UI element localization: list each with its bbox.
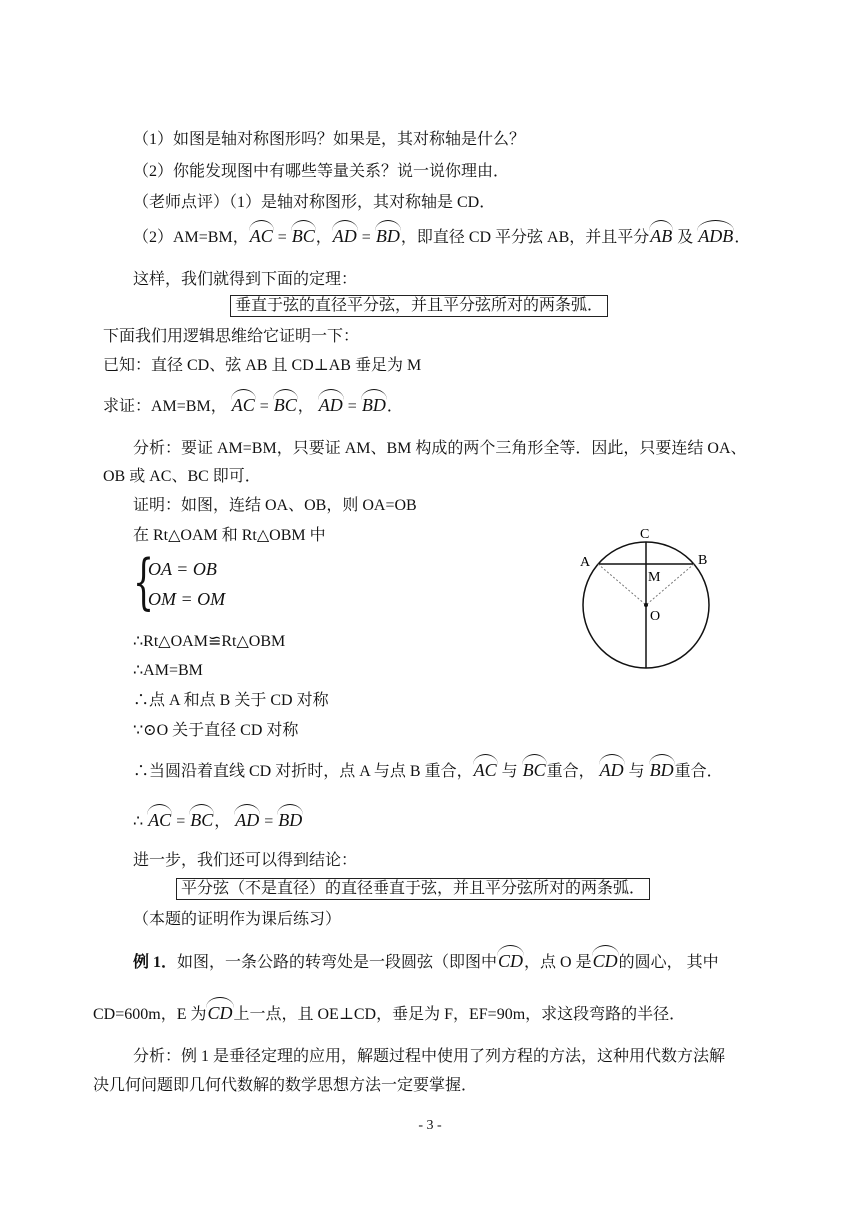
step-5-a: ∴当圆沿着直线 CD 对折时，点 A 与点 B 重合， — [133, 763, 473, 780]
analysis-line-2: OB 或 AC、BC 即可． — [103, 468, 261, 485]
prove-intro: 下面我们用逻辑思维给它证明一下： — [103, 328, 360, 345]
intro-theorem: 这样，我们就得到下面的定理： — [133, 271, 358, 288]
ex1-e: 上一点，且 OE⊥CD，垂足为 F，EF=90m，求这段弯路的半径． — [233, 1006, 686, 1023]
theorem-box: 垂直于弦的直径平分弦，并且平分弦所对的两条弧． — [230, 295, 608, 317]
circle-diagram — [570, 526, 730, 676]
exercise-note: （本题的证明作为课后练习） — [133, 911, 342, 928]
arc-ad: AD — [235, 810, 260, 830]
step-6-prefix: ∴ — [133, 813, 148, 830]
ans2-prefix: （2）AM=BM， — [133, 229, 249, 246]
arc-bd: BD — [361, 395, 386, 415]
center-dot — [644, 603, 648, 607]
arc-bd: BD — [649, 760, 674, 780]
question-1: （1）如图是轴对称图形吗？如果是，其对称轴是什么？ — [133, 131, 526, 148]
to-prove — [103, 395, 403, 417]
yu-text: 与 — [624, 763, 649, 780]
given: 已知：直径 CD、弦 AB 且 CD⊥AB 垂足为 M — [103, 357, 422, 374]
ex1-c: 的圆心， 其中 — [618, 954, 719, 971]
eq-sign: = — [264, 813, 274, 830]
arc-bc: BC — [291, 226, 315, 246]
analysis-ex1-line-2: 决几何问题即几何代数解的数学思想方法一定要掌握． — [93, 1077, 478, 1094]
step-1: ∴Rt△OAM≌Rt△OBM — [133, 633, 286, 650]
segment-oa — [598, 564, 646, 605]
arc-ac: AC — [231, 395, 255, 415]
answer-2 — [133, 226, 750, 248]
label-c: C — [640, 527, 650, 542]
arc-bc: BC — [522, 760, 546, 780]
arc-ad: AD — [318, 395, 343, 415]
arc-bd: BD — [278, 810, 303, 830]
comma: ， — [297, 398, 314, 415]
eq-sign: = — [347, 398, 357, 415]
ex1-d: CD=600m，E 为 — [93, 1006, 207, 1023]
question-2: （2）你能发现图中有哪些等量关系？说一说你理由． — [133, 163, 510, 180]
label-m: M — [648, 570, 661, 585]
arc-cd: CD — [592, 951, 618, 971]
period: ． — [386, 398, 403, 415]
comma: ， — [315, 229, 332, 246]
proof-line-1: 证明：如图，连结 OA、OB，则 OA=OB — [133, 497, 417, 514]
step-4: ∵⊙O 关于直径 CD 对称 — [133, 722, 299, 739]
ans2-mid: ，即直径 CD 平分弦 AB，并且平分 — [400, 229, 650, 246]
eq-sign: = — [277, 229, 287, 246]
step-3: ∴点 A 和点 B 关于 CD 对称 — [133, 692, 329, 709]
comma: ， — [214, 813, 231, 830]
system-eq-1: OA = OB — [148, 559, 217, 579]
example-1-line-2 — [93, 1003, 685, 1025]
and-text: 及 — [673, 229, 698, 246]
eq-sign: = — [259, 398, 269, 415]
arc-bc: BC — [190, 810, 214, 830]
yu-text: 与 — [497, 763, 522, 780]
arc-bc: BC — [273, 395, 297, 415]
arc-ab: AB — [650, 226, 673, 246]
arc-adb: ADB — [698, 226, 734, 246]
analysis-line-1: 分析：要证 AM=BM，只要证 AM、BM 构成的两个三角形全等．因此，只要连结 OA、 — [133, 440, 747, 457]
analysis-ex1-line-1: 分析：例 1 是垂径定理的应用，解题过程中使用了列方程的方法，这种用代数方法解 — [133, 1048, 726, 1065]
page-number: - 3 - — [418, 1118, 442, 1133]
teacher-comment: （老师点评）（1）是轴对称图形，其对称轴是 CD． — [133, 194, 496, 211]
further: 进一步，我们还可以得到结论： — [133, 852, 358, 869]
eq-sign: = — [361, 229, 371, 246]
arc-cd: CD — [498, 951, 524, 971]
step-5-c: 重合． — [674, 763, 723, 780]
step-2: ∴AM=BM — [133, 662, 203, 679]
example-1-line-1 — [133, 951, 719, 973]
example-label: 例 1． — [133, 954, 178, 971]
label-o: O — [650, 609, 661, 624]
eq-sign: = — [176, 813, 186, 830]
period: ． — [734, 229, 751, 246]
to-prove-label: 求证：AM=BM， — [103, 398, 227, 415]
arc-ac: AC — [473, 760, 497, 780]
label-a: A — [580, 555, 591, 570]
system-eq-2: OM = OM — [148, 589, 226, 609]
arc-bd: BD — [375, 226, 400, 246]
step-5-b: 重合， — [546, 763, 595, 780]
arc-cd: CD — [207, 1003, 233, 1023]
ex1-a: 如图，一条公路的转弯处是一段圆弦（即图中 — [177, 954, 498, 971]
corollary-box: 平分弦（不是直径）的直径垂直于弦，并且平分弦所对的两条弧． — [176, 878, 650, 900]
arc-ac: AC — [148, 810, 172, 830]
label-b: B — [698, 553, 708, 568]
arc-ac: AC — [249, 226, 273, 246]
proof-line-2: 在 Rt△OAM 和 Rt△OBM 中 — [133, 527, 326, 544]
arc-ad: AD — [332, 226, 357, 246]
ex1-b: ，点 O 是 — [524, 954, 592, 971]
arc-ad: AD — [599, 760, 624, 780]
step-5 — [133, 760, 723, 782]
step-6 — [133, 810, 303, 832]
system-brace: { — [133, 547, 155, 617]
